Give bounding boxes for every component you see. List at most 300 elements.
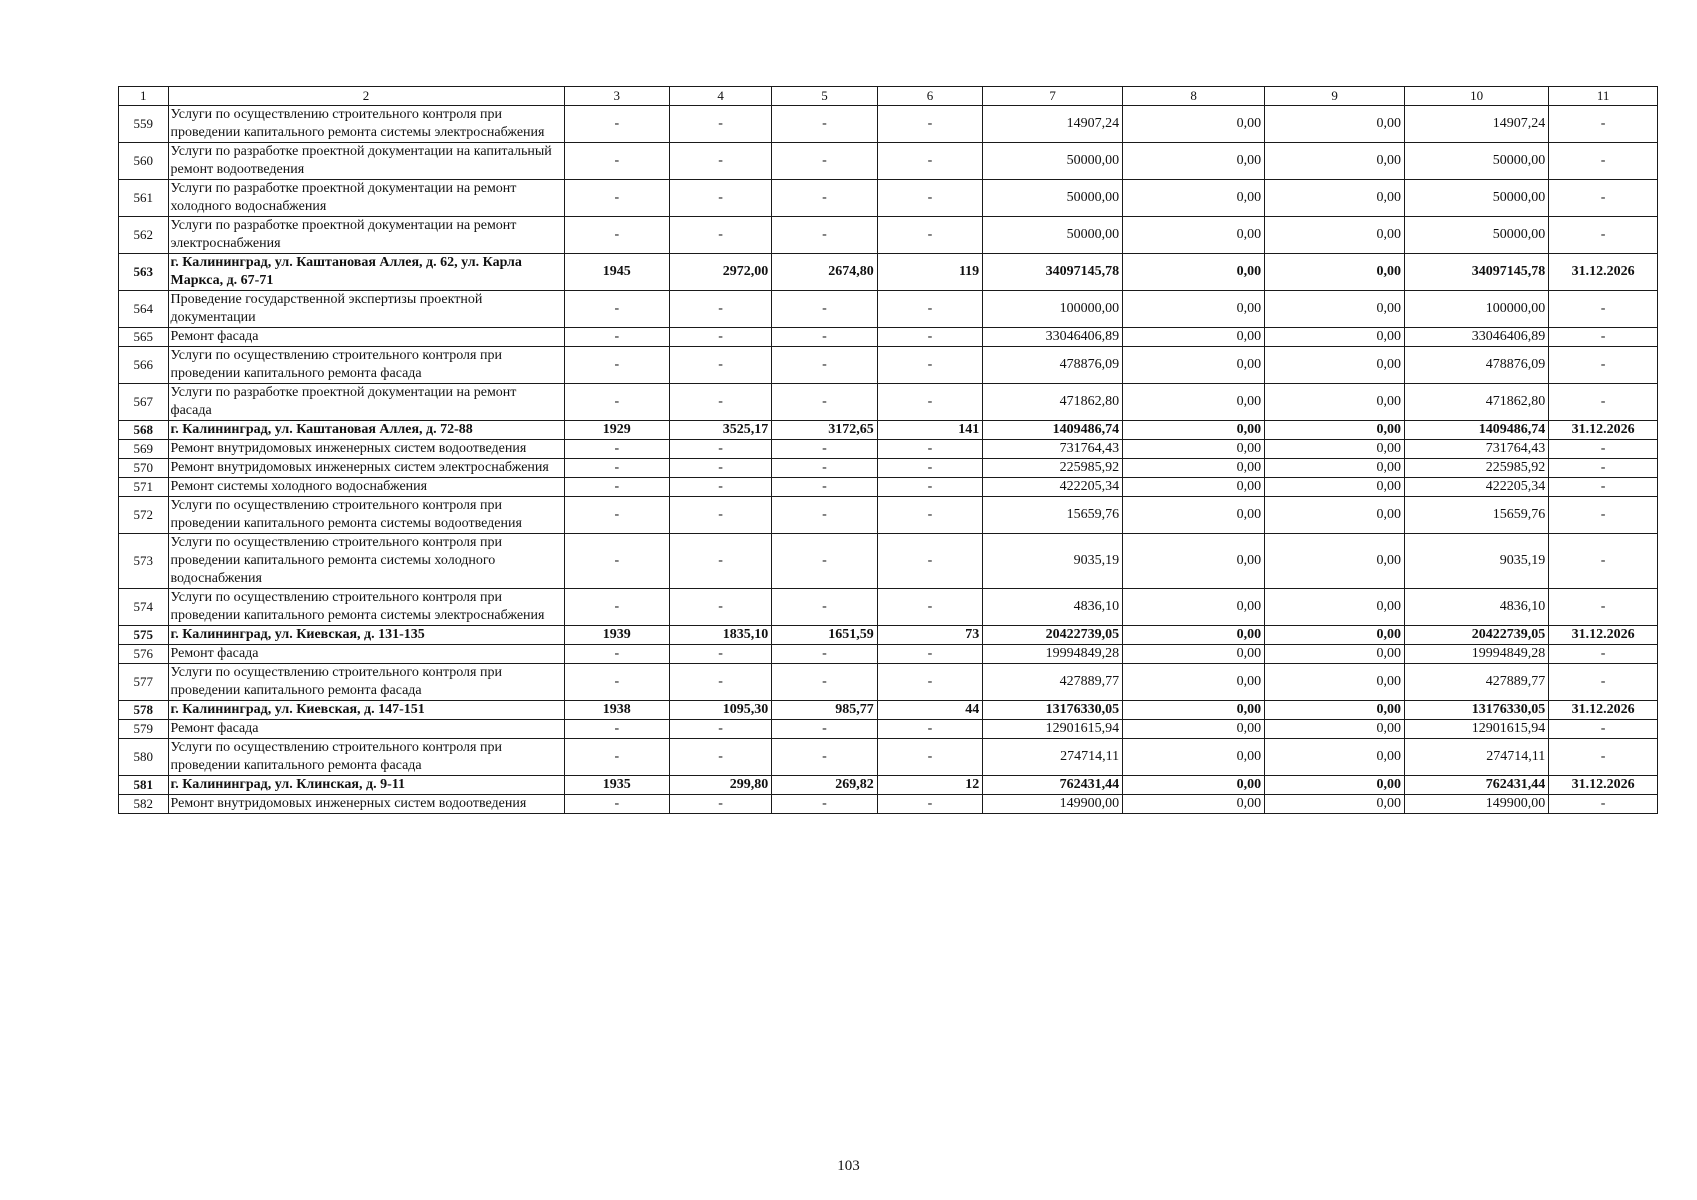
owner-funds-cell: 50000,00	[1405, 217, 1549, 254]
total-area-cell: -	[670, 440, 772, 459]
work-item-row	[119, 291, 1658, 328]
total-area-cell: -	[670, 739, 772, 776]
fund-b-cell: 0,00	[1265, 180, 1405, 217]
column-header: 1	[119, 87, 169, 106]
work-item-row	[119, 645, 1658, 664]
residents-count-cell: -	[877, 180, 982, 217]
total-area-cell: -	[670, 664, 772, 701]
residents-count-cell: -	[877, 664, 982, 701]
item-description: Услуги по разработке проектной документации на капитальный ремонт водоотведения	[168, 143, 564, 180]
fund-a-cell: 0,00	[1123, 384, 1265, 421]
total-cost-cell: 731764,43	[983, 440, 1123, 459]
living-area-cell: -	[772, 180, 877, 217]
completion-date-cell: -	[1549, 217, 1658, 254]
item-description: Услуги по разработке проектной документации на ремонт электроснабжения	[168, 217, 564, 254]
build-year-cell: -	[564, 384, 669, 421]
work-item-row	[119, 720, 1658, 739]
fund-a-cell: 0,00	[1123, 776, 1265, 795]
total-cost-cell: 19994849,28	[983, 645, 1123, 664]
build-year-cell: -	[564, 180, 669, 217]
completion-date-cell: -	[1549, 664, 1658, 701]
item-description: Ремонт внутридомовых инженерных систем водоотведения	[168, 795, 564, 814]
residents-count-cell: -	[877, 291, 982, 328]
address-row	[119, 701, 1658, 720]
completion-date-cell: -	[1549, 106, 1658, 143]
total-cost-cell: 50000,00	[983, 217, 1123, 254]
completion-date-cell: -	[1549, 589, 1658, 626]
residents-count-cell: -	[877, 440, 982, 459]
fund-b-cell: 0,00	[1265, 645, 1405, 664]
living-area-cell: -	[772, 459, 877, 478]
owner-funds-cell: 225985,92	[1405, 459, 1549, 478]
register-table	[118, 86, 1658, 814]
owner-funds-cell: 100000,00	[1405, 291, 1549, 328]
living-area-cell: -	[772, 497, 877, 534]
item-description: Услуги по осуществлению строительного контроля при проведении капитального ремонта системы электроснабжения	[168, 106, 564, 143]
fund-a-cell: 0,00	[1123, 254, 1265, 291]
living-area-cell: -	[772, 347, 877, 384]
work-item-row	[119, 180, 1658, 217]
fund-a-cell: 0,00	[1123, 291, 1265, 328]
work-item-row	[119, 217, 1658, 254]
build-year-cell: -	[564, 328, 669, 347]
item-description: Ремонт фасада	[168, 328, 564, 347]
work-item-row	[119, 440, 1658, 459]
completion-date-cell: -	[1549, 720, 1658, 739]
completion-date-cell: -	[1549, 143, 1658, 180]
column-header: 3	[564, 87, 669, 106]
row-number: 566	[119, 347, 169, 384]
completion-date-cell: -	[1549, 795, 1658, 814]
address-row	[119, 626, 1658, 645]
total-area-cell: 299,80	[670, 776, 772, 795]
total-area-cell: -	[670, 328, 772, 347]
total-area-cell: -	[670, 291, 772, 328]
owner-funds-cell: 4836,10	[1405, 589, 1549, 626]
total-cost-cell: 34097145,78	[983, 254, 1123, 291]
owner-funds-cell: 762431,44	[1405, 776, 1549, 795]
item-description: Услуги по осуществлению строительного контроля при проведении капитального ремонта системы водоотведения	[168, 497, 564, 534]
fund-a-cell: 0,00	[1123, 497, 1265, 534]
build-year-cell: -	[564, 459, 669, 478]
total-area-cell: 2972,00	[670, 254, 772, 291]
total-area-cell: -	[670, 497, 772, 534]
register-table-wrapper	[118, 86, 1658, 814]
residents-count-cell: -	[877, 739, 982, 776]
fund-a-cell: 0,00	[1123, 645, 1265, 664]
owner-funds-cell: 149900,00	[1405, 795, 1549, 814]
work-item-row	[119, 143, 1658, 180]
build-year-cell: 1935	[564, 776, 669, 795]
completion-date-cell: -	[1549, 347, 1658, 384]
fund-b-cell: 0,00	[1265, 384, 1405, 421]
row-number: 559	[119, 106, 169, 143]
completion-date-cell: 31.12.2026	[1549, 254, 1658, 291]
living-area-cell: -	[772, 217, 877, 254]
owner-funds-cell: 20422739,05	[1405, 626, 1549, 645]
total-area-cell: -	[670, 459, 772, 478]
owner-funds-cell: 274714,11	[1405, 739, 1549, 776]
residents-count-cell: -	[877, 720, 982, 739]
row-number: 576	[119, 645, 169, 664]
fund-a-cell: 0,00	[1123, 720, 1265, 739]
total-cost-cell: 422205,34	[983, 478, 1123, 497]
residents-count-cell: -	[877, 459, 982, 478]
work-item-row	[119, 347, 1658, 384]
owner-funds-cell: 1409486,74	[1405, 421, 1549, 440]
total-cost-cell: 4836,10	[983, 589, 1123, 626]
total-area-cell: -	[670, 795, 772, 814]
total-cost-cell: 12901615,94	[983, 720, 1123, 739]
row-number: 563	[119, 254, 169, 291]
build-year-cell: -	[564, 440, 669, 459]
work-item-row	[119, 478, 1658, 497]
column-header: 2	[168, 87, 564, 106]
work-item-row	[119, 664, 1658, 701]
fund-a-cell: 0,00	[1123, 143, 1265, 180]
work-item-row	[119, 795, 1658, 814]
completion-date-cell: -	[1549, 180, 1658, 217]
build-year-cell: -	[564, 645, 669, 664]
row-number: 577	[119, 664, 169, 701]
total-area-cell: 1095,30	[670, 701, 772, 720]
address-row	[119, 421, 1658, 440]
completion-date-cell: 31.12.2026	[1549, 776, 1658, 795]
residents-count-cell: -	[877, 347, 982, 384]
build-year-cell: -	[564, 478, 669, 497]
item-description: г. Калининград, ул. Киевская, д. 131-135	[168, 626, 564, 645]
fund-b-cell: 0,00	[1265, 106, 1405, 143]
row-number: 578	[119, 701, 169, 720]
living-area-cell: -	[772, 328, 877, 347]
living-area-cell: -	[772, 664, 877, 701]
completion-date-cell: 31.12.2026	[1549, 626, 1658, 645]
total-area-cell: -	[670, 478, 772, 497]
total-area-cell: 1835,10	[670, 626, 772, 645]
column-number-row	[119, 87, 1658, 106]
residents-count-cell: 44	[877, 701, 982, 720]
total-cost-cell: 225985,92	[983, 459, 1123, 478]
living-area-cell: 3172,65	[772, 421, 877, 440]
living-area-cell: 985,77	[772, 701, 877, 720]
fund-a-cell: 0,00	[1123, 459, 1265, 478]
build-year-cell: -	[564, 589, 669, 626]
build-year-cell: -	[564, 106, 669, 143]
total-cost-cell: 427889,77	[983, 664, 1123, 701]
fund-a-cell: 0,00	[1123, 589, 1265, 626]
fund-a-cell: 0,00	[1123, 328, 1265, 347]
build-year-cell: -	[564, 291, 669, 328]
owner-funds-cell: 34097145,78	[1405, 254, 1549, 291]
residents-count-cell: 119	[877, 254, 982, 291]
fund-b-cell: 0,00	[1265, 589, 1405, 626]
work-item-row	[119, 497, 1658, 534]
fund-b-cell: 0,00	[1265, 254, 1405, 291]
build-year-cell: -	[564, 217, 669, 254]
address-row	[119, 254, 1658, 291]
build-year-cell: 1938	[564, 701, 669, 720]
owner-funds-cell: 12901615,94	[1405, 720, 1549, 739]
total-cost-cell: 15659,76	[983, 497, 1123, 534]
fund-a-cell: 0,00	[1123, 534, 1265, 589]
work-item-row	[119, 739, 1658, 776]
total-cost-cell: 149900,00	[983, 795, 1123, 814]
item-description: Ремонт фасада	[168, 720, 564, 739]
completion-date-cell: -	[1549, 534, 1658, 589]
completion-date-cell: -	[1549, 440, 1658, 459]
completion-date-cell: -	[1549, 384, 1658, 421]
owner-funds-cell: 422205,34	[1405, 478, 1549, 497]
fund-a-cell: 0,00	[1123, 701, 1265, 720]
total-area-cell: -	[670, 217, 772, 254]
build-year-cell: -	[564, 664, 669, 701]
row-number: 564	[119, 291, 169, 328]
residents-count-cell: -	[877, 384, 982, 421]
build-year-cell: -	[564, 143, 669, 180]
item-description: г. Калининград, ул. Каштановая Аллея, д. 72-88	[168, 421, 564, 440]
row-number: 573	[119, 534, 169, 589]
column-header: 4	[670, 87, 772, 106]
fund-a-cell: 0,00	[1123, 106, 1265, 143]
residents-count-cell: -	[877, 497, 982, 534]
build-year-cell: -	[564, 534, 669, 589]
owner-funds-cell: 13176330,05	[1405, 701, 1549, 720]
total-area-cell: 3525,17	[670, 421, 772, 440]
row-number: 565	[119, 328, 169, 347]
item-description: г. Калининград, ул. Каштановая Аллея, д. 62, ул. Карла Маркса, д. 67-71	[168, 254, 564, 291]
item-description: Услуги по осуществлению строительного контроля при проведении капитального ремонта фасада	[168, 347, 564, 384]
fund-a-cell: 0,00	[1123, 664, 1265, 701]
fund-b-cell: 0,00	[1265, 440, 1405, 459]
total-cost-cell: 1409486,74	[983, 421, 1123, 440]
column-header: 9	[1265, 87, 1405, 106]
item-description: Ремонт внутридомовых инженерных систем водоотведения	[168, 440, 564, 459]
residents-count-cell: 12	[877, 776, 982, 795]
work-item-row	[119, 106, 1658, 143]
total-cost-cell: 33046406,89	[983, 328, 1123, 347]
build-year-cell: -	[564, 497, 669, 534]
living-area-cell: -	[772, 440, 877, 459]
work-item-row	[119, 534, 1658, 589]
row-number: 574	[119, 589, 169, 626]
column-header: 11	[1549, 87, 1658, 106]
fund-b-cell: 0,00	[1265, 143, 1405, 180]
column-header: 7	[983, 87, 1123, 106]
row-number: 582	[119, 795, 169, 814]
living-area-cell: -	[772, 143, 877, 180]
living-area-cell: -	[772, 534, 877, 589]
living-area-cell: -	[772, 384, 877, 421]
living-area-cell: -	[772, 478, 877, 497]
owner-funds-cell: 427889,77	[1405, 664, 1549, 701]
total-area-cell: -	[670, 589, 772, 626]
fund-a-cell: 0,00	[1123, 440, 1265, 459]
residents-count-cell: 141	[877, 421, 982, 440]
residents-count-cell: -	[877, 217, 982, 254]
address-row	[119, 776, 1658, 795]
item-description: г. Калининград, ул. Киевская, д. 147-151	[168, 701, 564, 720]
work-item-row	[119, 589, 1658, 626]
work-item-row	[119, 384, 1658, 421]
fund-a-cell: 0,00	[1123, 421, 1265, 440]
item-description: Ремонт системы холодного водоснабжения	[168, 478, 564, 497]
row-number: 560	[119, 143, 169, 180]
item-description: Ремонт фасада	[168, 645, 564, 664]
residents-count-cell: -	[877, 328, 982, 347]
work-item-row	[119, 328, 1658, 347]
owner-funds-cell: 731764,43	[1405, 440, 1549, 459]
total-cost-cell: 13176330,05	[983, 701, 1123, 720]
fund-b-cell: 0,00	[1265, 739, 1405, 776]
living-area-cell: -	[772, 720, 877, 739]
residents-count-cell: -	[877, 106, 982, 143]
total-area-cell: -	[670, 645, 772, 664]
total-area-cell: -	[670, 347, 772, 384]
fund-b-cell: 0,00	[1265, 776, 1405, 795]
living-area-cell: -	[772, 739, 877, 776]
total-area-cell: -	[670, 106, 772, 143]
build-year-cell: 1929	[564, 421, 669, 440]
fund-a-cell: 0,00	[1123, 217, 1265, 254]
residents-count-cell: -	[877, 645, 982, 664]
total-cost-cell: 50000,00	[983, 143, 1123, 180]
item-description: Услуги по осуществлению строительного контроля при проведении капитального ремонта системы электроснабжения	[168, 589, 564, 626]
column-header: 6	[877, 87, 982, 106]
item-description: Услуги по разработке проектной документации на ремонт фасада	[168, 384, 564, 421]
row-number: 569	[119, 440, 169, 459]
fund-b-cell: 0,00	[1265, 720, 1405, 739]
page-number: 103	[837, 1158, 860, 1174]
completion-date-cell: -	[1549, 645, 1658, 664]
living-area-cell: 2674,80	[772, 254, 877, 291]
total-cost-cell: 50000,00	[983, 180, 1123, 217]
build-year-cell: 1945	[564, 254, 669, 291]
total-cost-cell: 762431,44	[983, 776, 1123, 795]
build-year-cell: -	[564, 795, 669, 814]
completion-date-cell: 31.12.2026	[1549, 701, 1658, 720]
total-cost-cell: 274714,11	[983, 739, 1123, 776]
owner-funds-cell: 33046406,89	[1405, 328, 1549, 347]
completion-date-cell: -	[1549, 328, 1658, 347]
total-cost-cell: 14907,24	[983, 106, 1123, 143]
item-description: Услуги по разработке проектной документации на ремонт холодного водоснабжения	[168, 180, 564, 217]
work-item-row	[119, 459, 1658, 478]
fund-a-cell: 0,00	[1123, 180, 1265, 217]
completion-date-cell: -	[1549, 497, 1658, 534]
row-number: 580	[119, 739, 169, 776]
living-area-cell: -	[772, 795, 877, 814]
total-area-cell: -	[670, 384, 772, 421]
build-year-cell: -	[564, 347, 669, 384]
total-area-cell: -	[670, 143, 772, 180]
row-number: 562	[119, 217, 169, 254]
column-header: 10	[1405, 87, 1549, 106]
total-area-cell: -	[670, 720, 772, 739]
row-number: 568	[119, 421, 169, 440]
fund-a-cell: 0,00	[1123, 347, 1265, 384]
fund-b-cell: 0,00	[1265, 217, 1405, 254]
fund-b-cell: 0,00	[1265, 497, 1405, 534]
fund-b-cell: 0,00	[1265, 459, 1405, 478]
column-header: 5	[772, 87, 877, 106]
row-number: 561	[119, 180, 169, 217]
build-year-cell: -	[564, 720, 669, 739]
total-cost-cell: 471862,80	[983, 384, 1123, 421]
row-number: 581	[119, 776, 169, 795]
build-year-cell: -	[564, 739, 669, 776]
completion-date-cell: -	[1549, 478, 1658, 497]
completion-date-cell: -	[1549, 459, 1658, 478]
item-description: Услуги по осуществлению строительного контроля при проведении капитального ремонта системы холодного водоснабжения	[168, 534, 564, 589]
owner-funds-cell: 471862,80	[1405, 384, 1549, 421]
fund-a-cell: 0,00	[1123, 739, 1265, 776]
residents-count-cell: -	[877, 143, 982, 180]
total-cost-cell: 9035,19	[983, 534, 1123, 589]
fund-a-cell: 0,00	[1123, 478, 1265, 497]
row-number: 570	[119, 459, 169, 478]
living-area-cell: -	[772, 291, 877, 328]
owner-funds-cell: 478876,09	[1405, 347, 1549, 384]
residents-count-cell: 73	[877, 626, 982, 645]
fund-b-cell: 0,00	[1265, 478, 1405, 497]
fund-a-cell: 0,00	[1123, 795, 1265, 814]
row-number: 571	[119, 478, 169, 497]
total-area-cell: -	[670, 180, 772, 217]
living-area-cell: -	[772, 106, 877, 143]
fund-b-cell: 0,00	[1265, 664, 1405, 701]
total-area-cell: -	[670, 534, 772, 589]
living-area-cell: -	[772, 645, 877, 664]
owner-funds-cell: 19994849,28	[1405, 645, 1549, 664]
column-header: 8	[1123, 87, 1265, 106]
item-description: Услуги по осуществлению строительного контроля при проведении капитального ремонта фасада	[168, 739, 564, 776]
fund-a-cell: 0,00	[1123, 626, 1265, 645]
owner-funds-cell: 50000,00	[1405, 180, 1549, 217]
completion-date-cell: -	[1549, 739, 1658, 776]
fund-b-cell: 0,00	[1265, 421, 1405, 440]
fund-b-cell: 0,00	[1265, 291, 1405, 328]
living-area-cell: 269,82	[772, 776, 877, 795]
owner-funds-cell: 15659,76	[1405, 497, 1549, 534]
fund-b-cell: 0,00	[1265, 795, 1405, 814]
item-description: Услуги по осуществлению строительного контроля при проведении капитального ремонта фасада	[168, 664, 564, 701]
item-description: Ремонт внутридомовых инженерных систем электроснабжения	[168, 459, 564, 478]
row-number: 575	[119, 626, 169, 645]
row-number: 572	[119, 497, 169, 534]
owner-funds-cell: 9035,19	[1405, 534, 1549, 589]
fund-b-cell: 0,00	[1265, 347, 1405, 384]
total-cost-cell: 100000,00	[983, 291, 1123, 328]
fund-b-cell: 0,00	[1265, 328, 1405, 347]
owner-funds-cell: 14907,24	[1405, 106, 1549, 143]
residents-count-cell: -	[877, 795, 982, 814]
row-number: 567	[119, 384, 169, 421]
residents-count-cell: -	[877, 478, 982, 497]
fund-b-cell: 0,00	[1265, 534, 1405, 589]
fund-b-cell: 0,00	[1265, 701, 1405, 720]
total-cost-cell: 478876,09	[983, 347, 1123, 384]
residents-count-cell: -	[877, 589, 982, 626]
build-year-cell: 1939	[564, 626, 669, 645]
completion-date-cell: -	[1549, 291, 1658, 328]
fund-b-cell: 0,00	[1265, 626, 1405, 645]
total-cost-cell: 20422739,05	[983, 626, 1123, 645]
table-body	[119, 106, 1658, 814]
living-area-cell: -	[772, 589, 877, 626]
owner-funds-cell: 50000,00	[1405, 143, 1549, 180]
living-area-cell: 1651,59	[772, 626, 877, 645]
item-description: Проведение государственной экспертизы проектной документации	[168, 291, 564, 328]
